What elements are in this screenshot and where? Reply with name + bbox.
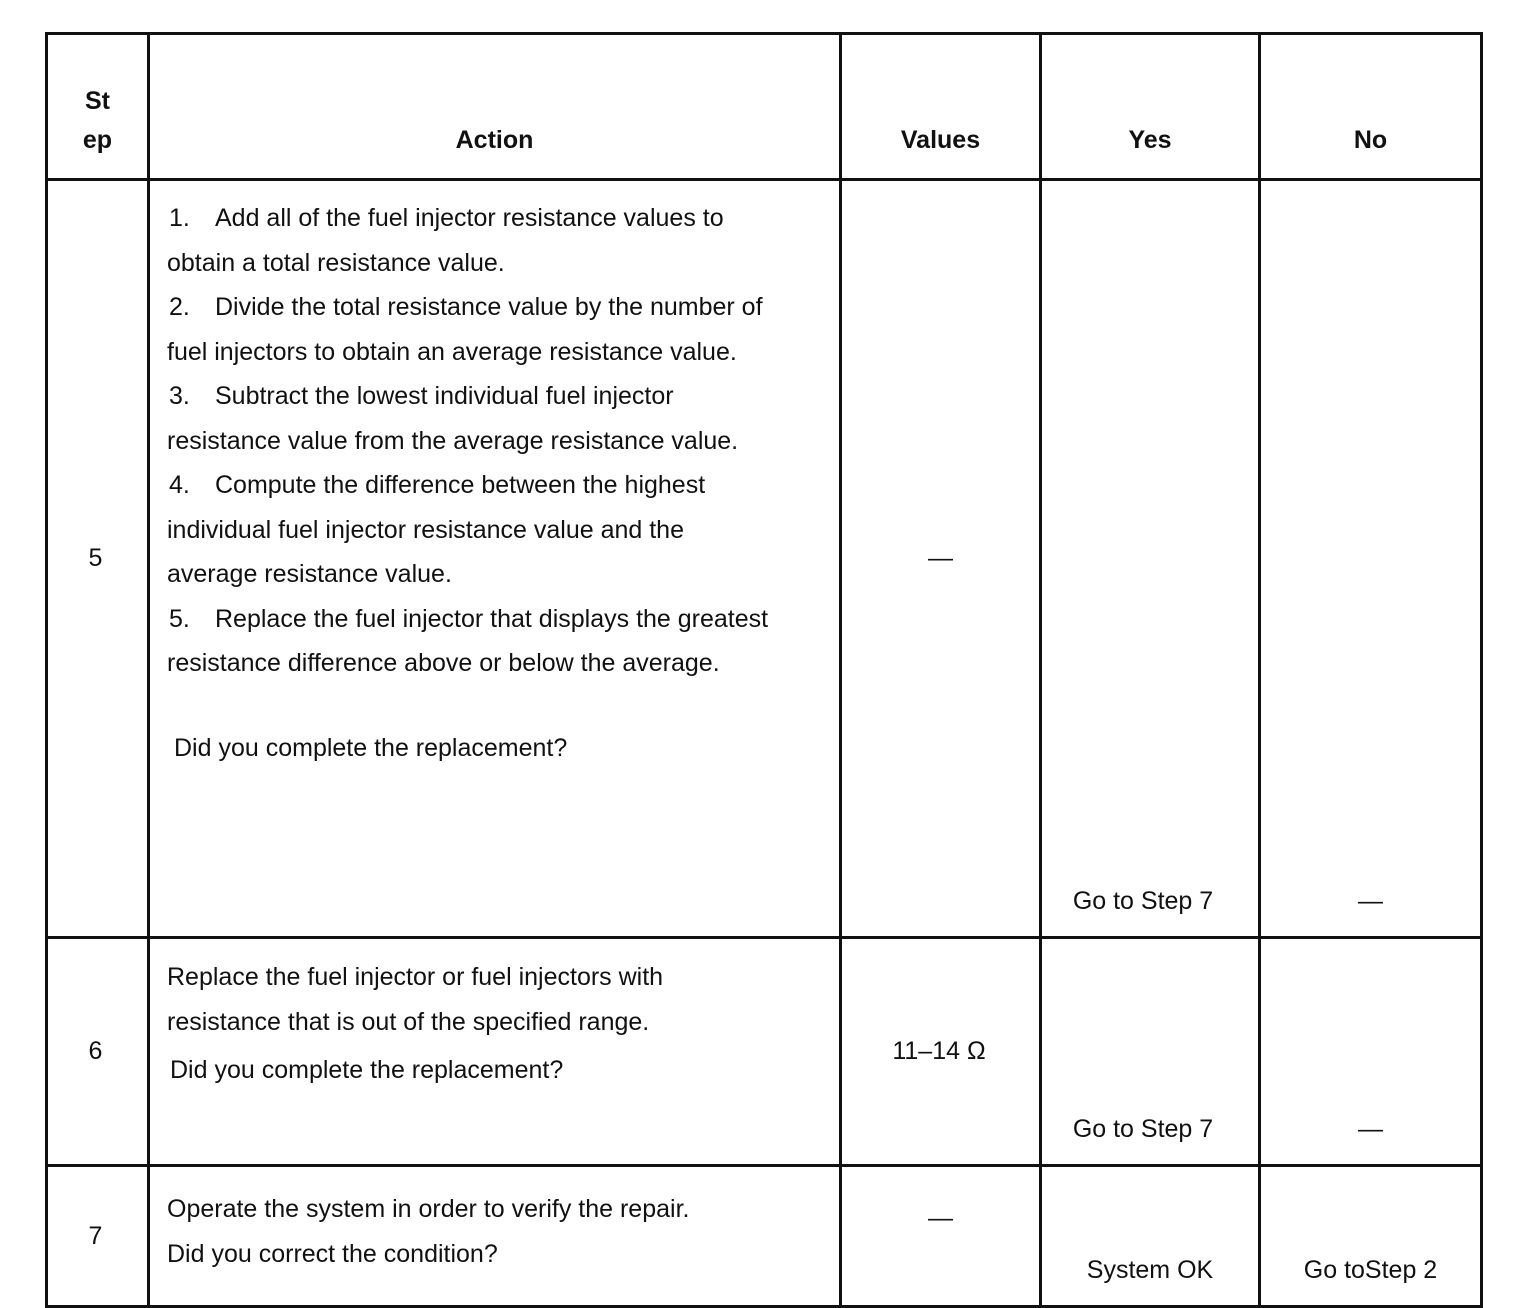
action-cell xyxy=(149,938,841,1166)
action-item xyxy=(167,597,777,686)
step-number: 5 xyxy=(47,180,149,938)
action-item-text: Divide the total resistance value by the number of fuel injectors to obtain an average resistance value. xyxy=(167,293,763,366)
step-number: 7 xyxy=(47,1166,149,1307)
header-no: No xyxy=(1260,34,1482,180)
header-row xyxy=(47,34,1482,180)
header-step-line1: St xyxy=(85,87,110,115)
action-item xyxy=(167,285,777,374)
action-item-number: 3. xyxy=(169,382,190,410)
action-cell xyxy=(149,1166,841,1307)
header-yes: Yes xyxy=(1041,34,1260,180)
action-question: Did you correct the condition? xyxy=(167,1239,498,1268)
action-item xyxy=(167,463,777,597)
action-item-number: 1. xyxy=(169,204,190,232)
action-cell xyxy=(149,180,841,938)
action-question: Did you complete the replacement? xyxy=(170,1056,564,1084)
action-item-text: Compute the difference between the highest individual fuel injector resistance value and the average resistance value. xyxy=(167,471,706,588)
action-item xyxy=(167,196,777,285)
action-text: Operate the system in order to verify the repair. xyxy=(167,1195,690,1223)
no-cell: — xyxy=(1260,938,1482,1166)
values-cell: — xyxy=(841,180,1041,938)
action-item-text: Replace the fuel injector that displays the greatest resistance difference above or below the average. xyxy=(167,604,769,677)
action-item-number: 5. xyxy=(169,604,190,633)
action-text: Replace the fuel injector or fuel injectors with resistance that is out of the specified range. xyxy=(167,963,664,1036)
no-cell: Go toStep 2 xyxy=(1260,1166,1482,1307)
values-cell: — xyxy=(841,1166,1041,1307)
table-row-step-6 xyxy=(47,938,1482,1166)
header-step-line2: ep xyxy=(82,126,113,154)
action-item-text: Add all of the fuel injector resistance values to obtain a total resistance value. xyxy=(167,204,724,277)
action-question: Did you complete the replacement? xyxy=(174,733,568,762)
header-values: Values xyxy=(841,34,1041,180)
action-item-number: 4. xyxy=(169,471,190,499)
table-row-step-5 xyxy=(47,180,1482,938)
diagnostic-table xyxy=(45,32,1483,1308)
action-item-text: Subtract the lowest individual fuel injector resistance value from the average resistance value. xyxy=(167,382,739,455)
yes-cell: Go to Step 7 xyxy=(1041,938,1260,1166)
step-number: 6 xyxy=(47,938,149,1166)
header-step xyxy=(47,34,149,180)
yes-cell: System OK xyxy=(1041,1166,1260,1307)
yes-cell: Go to Step 7 xyxy=(1041,180,1260,938)
no-cell: — xyxy=(1260,180,1482,938)
header-action: Action xyxy=(149,34,841,180)
action-item xyxy=(167,374,777,463)
action-list xyxy=(167,181,777,686)
values-cell: 11–14 Ω xyxy=(841,938,1041,1166)
table-row-step-7 xyxy=(47,1166,1482,1307)
action-item-number: 2. xyxy=(169,293,190,321)
